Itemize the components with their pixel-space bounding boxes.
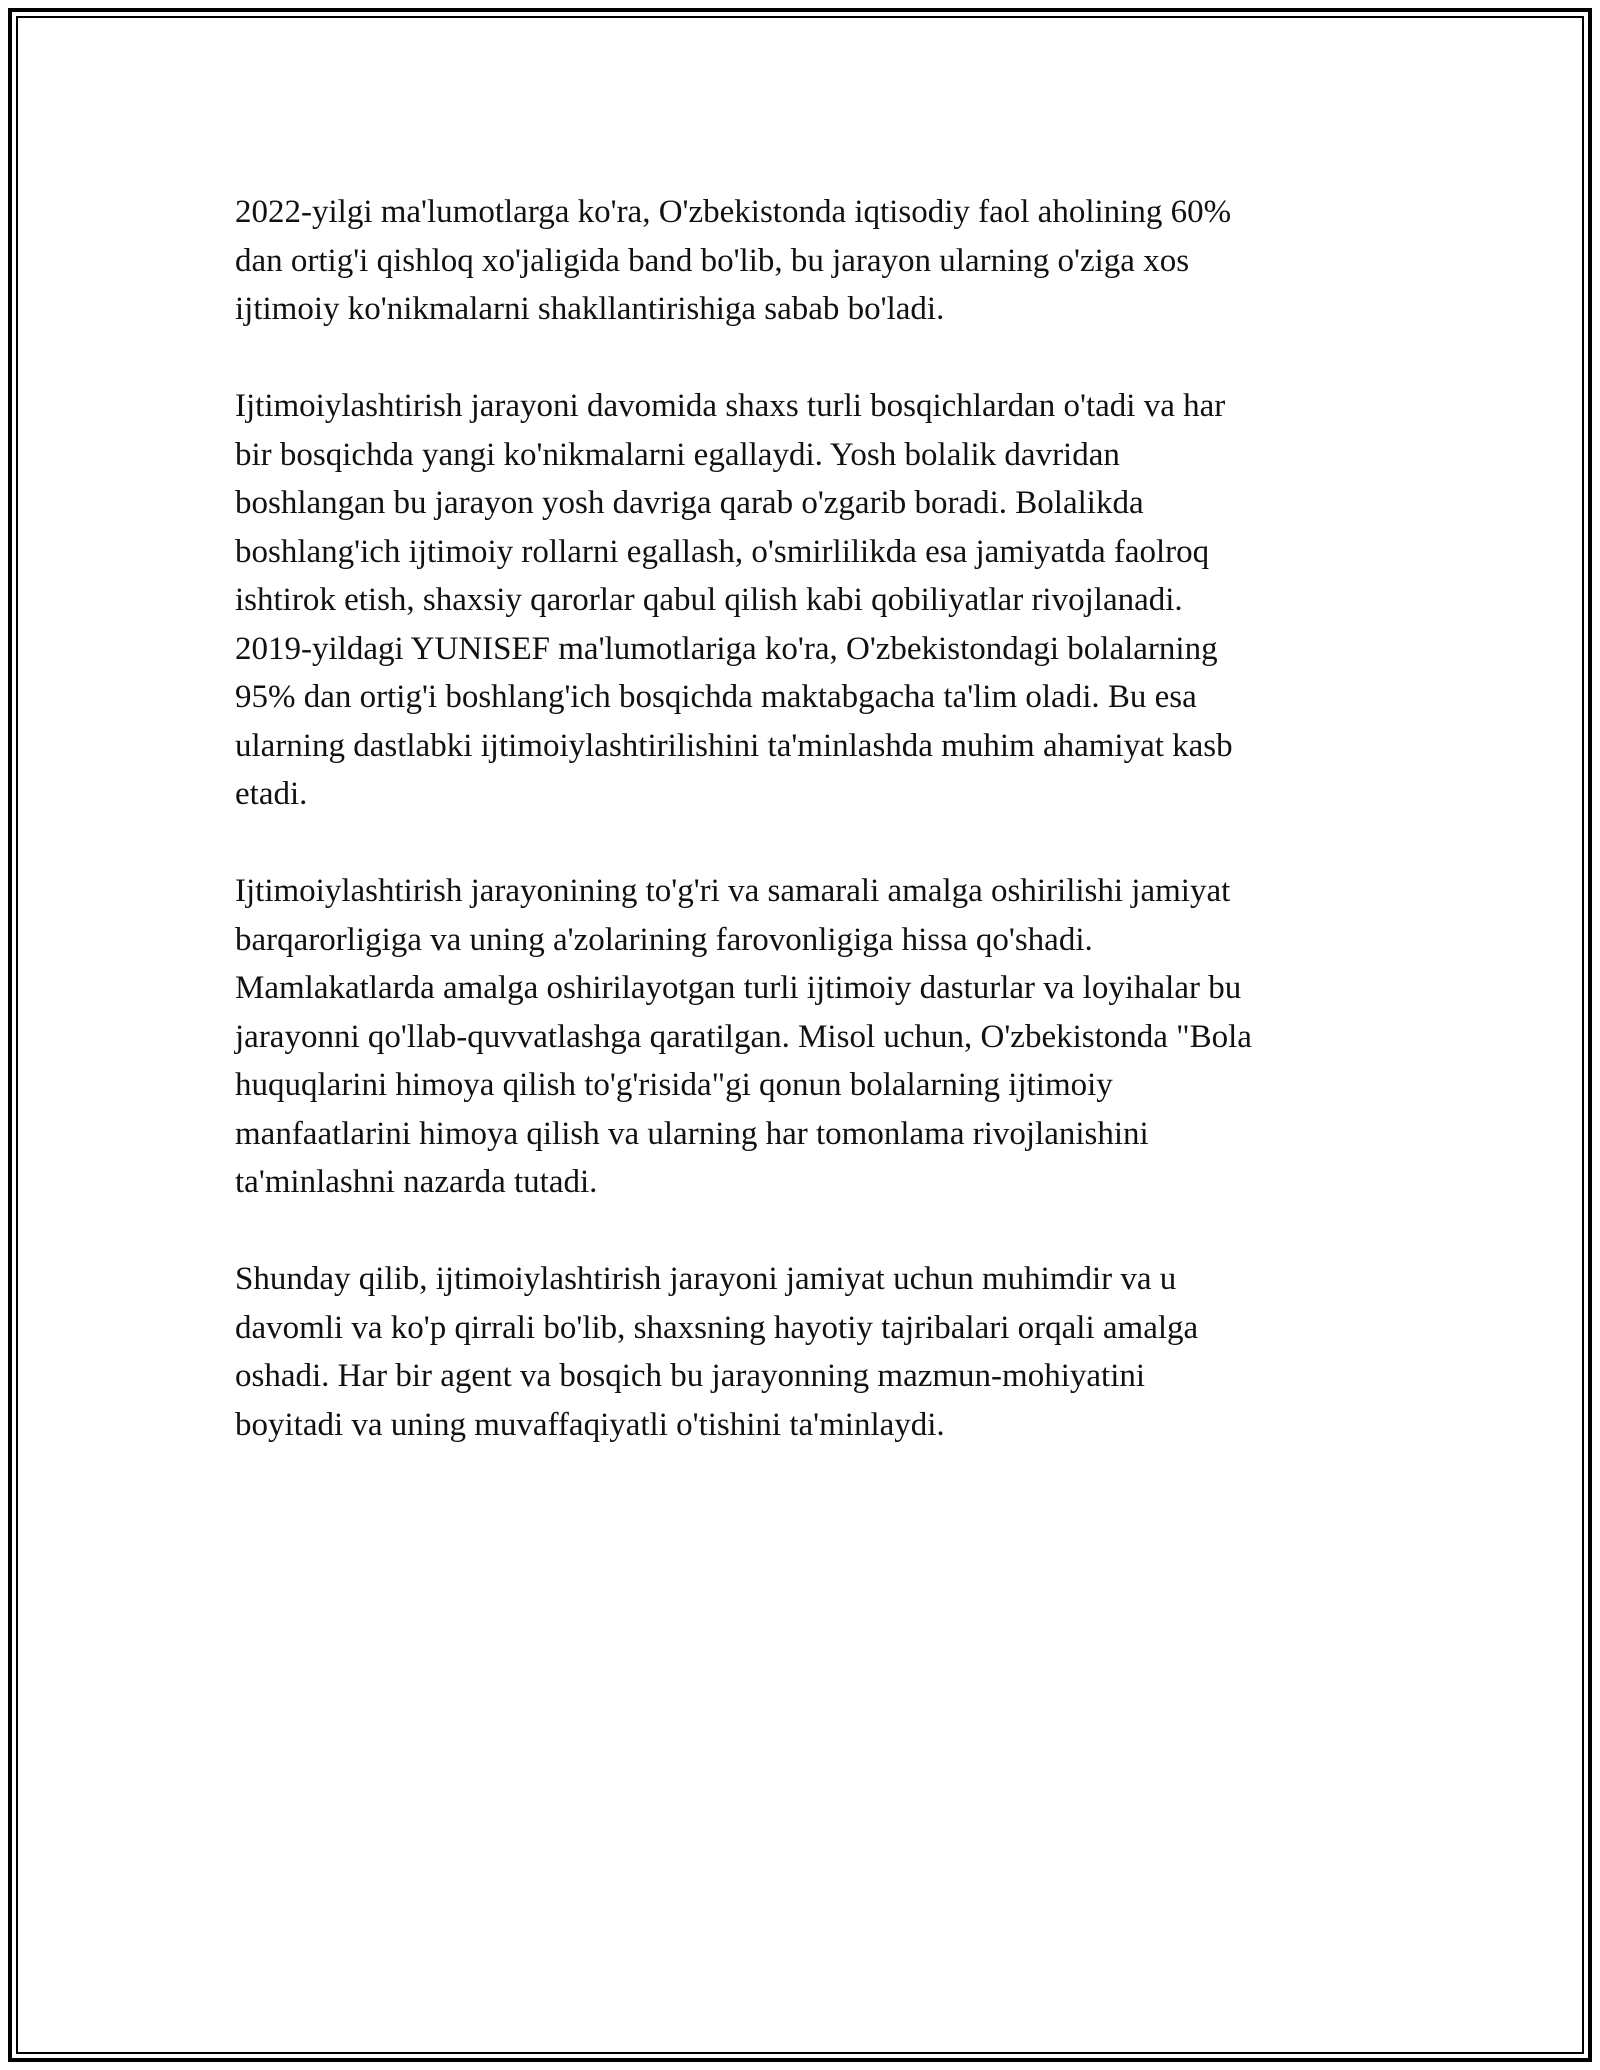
- paragraph-3: Ijtimoiylashtirish jarayonining to'g'ri va samarali amalga oshirilishi jamiyat barqarorligiga va uning a'zolarining farovonligiga hissa qo'shadi. Mamlakatlarda amalga oshirilayotgan turli ijtimoiy dasturlar va loyihalar bu jarayonni qo'llab-quvvatlashga qaratilgan. Misol uchun, O'zbekistonda "Bola huquqlarini himoya qilish to'g'risida"gi qonun bolalarning ijtimoiy manfaatlarini himoya qilish va ularning har tomonlama rivojlanishini ta'minlashni nazarda tutadi.: [235, 873, 1252, 1200]
- document-body: [235, 188, 1375, 1498]
- paragraph-4: Shunday qilib, ijtimoiylashtirish jarayoni jamiyat uchun muhimdir va u davomli va ko'p qirrali bo'lib, shaxsning hayotiy tajribalari orqali amalga oshadi. Har bir agent va bosqich bu jarayonning mazmun-mohiyatini boyitadi va uning muvaffaqiyatli o'tishini ta'minlaydi.: [235, 1261, 1199, 1443]
- paragraph-1: 2022-yilgi ma'lumotlarga ko'ra, O'zbekistonda iqtisodiy faol aholining 60% dan ortig'i qishloq xo'jaligida band bo'lib, bu jarayon ularning o'ziga xos ijtimoiy ko'nikmalarni shakllantirishiga sabab bo'ladi.: [235, 194, 1232, 327]
- paragraph-2: Ijtimoiylashtirish jarayoni davomida shaxs turli bosqichlardan o'tadi va har bir bosqichda yangi ko'nikmalarni egallaydi. Yosh bolalik davridan boshlangan bu jarayon yosh davriga qarab o'zgarib boradi. Bolalikda boshlang'ich ijtimoiy rollarni egallash, o'smirlilikda esa jamiyatda faolroq ishtirok etish, shaxsiy qarorlar qabul qilish kabi qobiliyatlar rivojlanadi. 2019-yildagi YUNISEF ma'lumotlariga ko'ra, O'zbekistondagi bolalarning 95% dan ortig'i boshlang'ich bosqichda maktabgacha ta'lim oladi. Bu esa ularning dastlabki ijtimoiylashtirilishini ta'minlashda muhim ahamiyat kasb etadi.: [235, 388, 1233, 812]
